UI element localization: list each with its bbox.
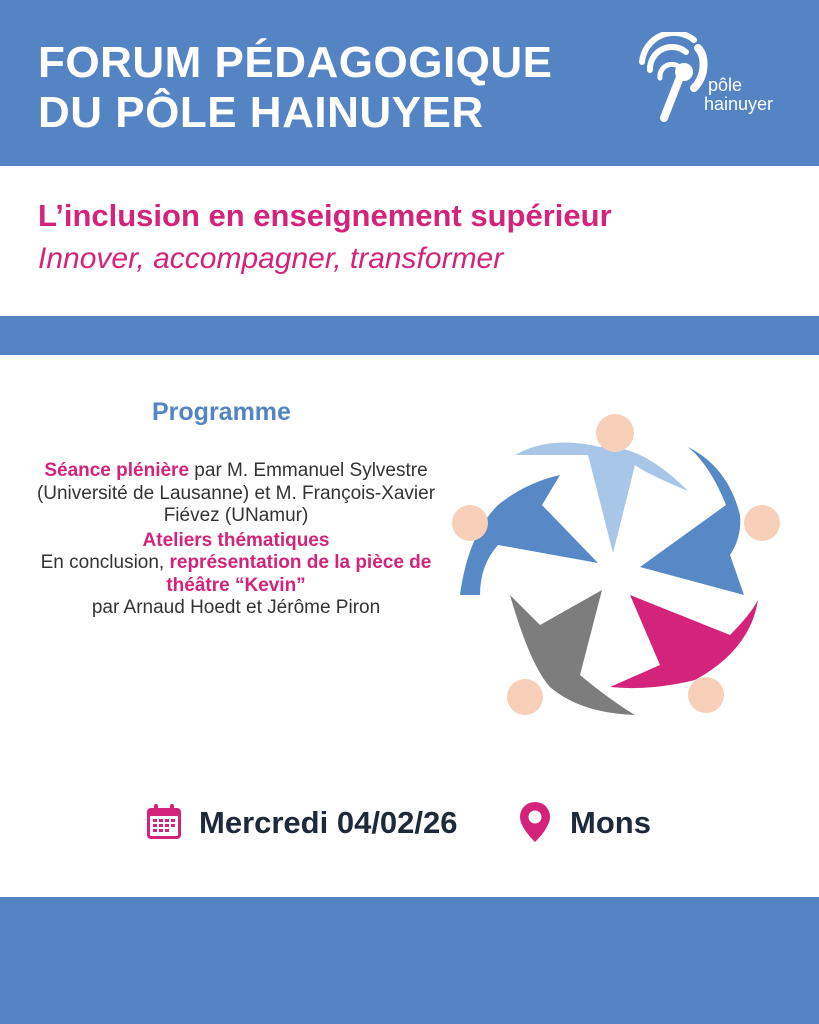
event-tagline: Innover, accompagner, transformer <box>38 242 504 275</box>
event-subtitle: L’inclusion en enseignement supérieur <box>38 198 612 233</box>
logo-wordmark <box>704 76 773 114</box>
calendar-icon <box>144 802 184 842</box>
plenary-text: par M. Emmanuel Sylvestre (Université de Lausanne) et M. François-Xavier Fiévez (UNamur) <box>36 460 436 526</box>
event-place: Mons <box>570 805 651 840</box>
conclusion-highlight: représentation de la pièce de théâtre “Kevin” <box>166 552 432 596</box>
conclusion-suffix: par Arnaud Hoedt et Jérôme Piron <box>91 597 381 618</box>
plenary-paragraph <box>36 460 436 528</box>
logo-line-1: pôle <box>708 75 743 95</box>
programme-text <box>36 460 436 620</box>
event-date: Mercredi 04/02/26 <box>199 805 458 840</box>
programme-heading: Programme <box>152 398 291 426</box>
page-title <box>38 38 553 138</box>
title-line-2: DU PÔLE HAINUYER <box>38 88 484 137</box>
workshops-label: Ateliers thématiques <box>142 529 330 551</box>
header-banner <box>0 0 819 166</box>
title-line-1: FORUM PÉDAGOGIQUE <box>38 38 553 87</box>
people-circle-icon <box>440 395 790 735</box>
conclusion-prefix: En conclusion, <box>40 552 170 573</box>
conclusion-paragraph <box>36 552 436 620</box>
divider-band <box>0 316 819 355</box>
location-pin-icon <box>518 800 552 844</box>
event-heading <box>38 196 612 278</box>
event-details <box>0 800 819 846</box>
bottom-band <box>0 897 819 1024</box>
plenary-label: Séance plénière <box>44 460 190 481</box>
logo-line-2: hainuyer <box>704 94 774 114</box>
